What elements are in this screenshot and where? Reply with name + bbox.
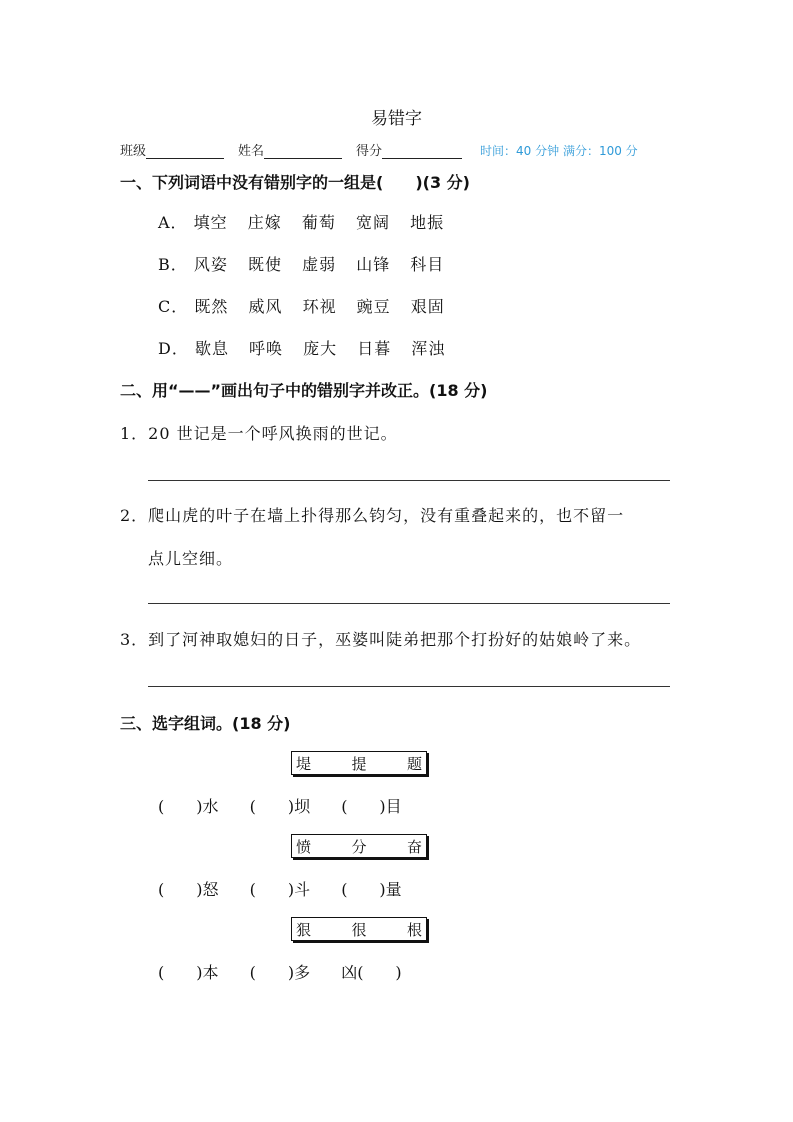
option-word: 庄嫁	[247, 213, 282, 232]
option-word: 艰固	[410, 297, 445, 316]
info-bar	[120, 140, 638, 159]
fill-blank[interactable]: ( )目	[341, 797, 402, 816]
option-c	[158, 294, 459, 317]
name-blank	[264, 144, 342, 159]
fill-blank[interactable]: ( )本	[158, 963, 219, 982]
char-option: 很	[351, 920, 367, 939]
class-blank	[146, 144, 224, 159]
char-option: 奋	[406, 837, 422, 856]
char-option: 根	[406, 920, 422, 939]
option-word: 地振	[410, 213, 445, 232]
answer-line-3[interactable]	[148, 686, 670, 687]
char-box-3	[291, 917, 427, 941]
fill-blank[interactable]: ( )坝	[249, 797, 311, 816]
fill-blank[interactable]: 凶( )	[341, 963, 402, 982]
fill-row-2	[158, 877, 428, 900]
option-word: 科目	[410, 255, 445, 274]
option-word: 歇息	[194, 339, 229, 358]
option-a	[158, 210, 458, 233]
char-option: 狠	[296, 920, 312, 939]
fill-blank[interactable]: ( )怒	[158, 880, 219, 899]
question-1: 1．20 世记是一个呼风换雨的世记。	[120, 424, 398, 443]
answer-line-2[interactable]	[148, 603, 670, 604]
char-box-1	[291, 751, 427, 775]
page-title: 易错字	[371, 109, 422, 129]
section1-heading: 一、下列词语中没有错别字的一组是( )(3 分)	[120, 173, 470, 192]
option-label: C．	[158, 297, 189, 316]
option-word: 豌豆	[356, 297, 391, 316]
option-word: 日暮	[357, 339, 392, 358]
option-word: 宽阔	[355, 213, 390, 232]
char-option: 愤	[296, 837, 312, 856]
option-word: 虚弱	[302, 255, 337, 274]
fill-blank[interactable]: ( )量	[341, 880, 402, 899]
time-info: 时间：40 分钟 满分：100 分	[480, 144, 638, 158]
char-box-2	[291, 834, 427, 858]
fill-blank[interactable]: ( )水	[158, 797, 219, 816]
question-3: 3．到了河神取媳妇的日子，巫婆叫陡弟把那个打扮好的姑娘岭了来。	[120, 630, 642, 649]
char-option: 分	[351, 837, 367, 856]
fill-blank[interactable]: ( )多	[249, 963, 311, 982]
class-label: 班级	[120, 144, 147, 159]
option-word: 浑浊	[411, 339, 446, 358]
option-word: 山锋	[356, 255, 391, 274]
option-word: 呼唤	[249, 339, 284, 358]
score-blank	[382, 144, 462, 159]
score-label: 得分	[356, 144, 383, 159]
option-word: 葡萄	[301, 213, 336, 232]
option-word: 威风	[248, 297, 283, 316]
fill-blank[interactable]: ( )斗	[249, 880, 311, 899]
option-word: 填空	[193, 213, 228, 232]
option-label: D．	[158, 339, 189, 358]
option-word: 庞大	[303, 339, 338, 358]
option-word: 既然	[194, 297, 229, 316]
section2-heading: 二、用“——”画出句子中的错别字并改正。(18 分)	[120, 381, 488, 400]
option-d	[158, 336, 459, 359]
option-word: 既使	[247, 255, 282, 274]
section3-heading: 三、选字组词。(18 分)	[120, 714, 291, 733]
option-word: 风姿	[193, 255, 228, 274]
char-option: 堤	[296, 754, 312, 773]
option-label: A．	[158, 213, 188, 232]
option-label: B．	[158, 255, 188, 274]
question-2-line1: 2．爬山虎的叶子在墙上扑得那么钧匀，没有重叠起来的，也不留一	[120, 506, 625, 525]
fill-row-1	[158, 794, 428, 817]
char-option: 题	[406, 754, 422, 773]
question-2-line2: 点儿空细。	[148, 549, 234, 568]
option-word: 环视	[302, 297, 337, 316]
name-label: 姓名	[238, 144, 265, 159]
answer-line-1[interactable]	[148, 480, 670, 481]
option-b	[158, 252, 458, 275]
fill-row-3	[158, 960, 428, 983]
char-option: 提	[351, 754, 367, 773]
